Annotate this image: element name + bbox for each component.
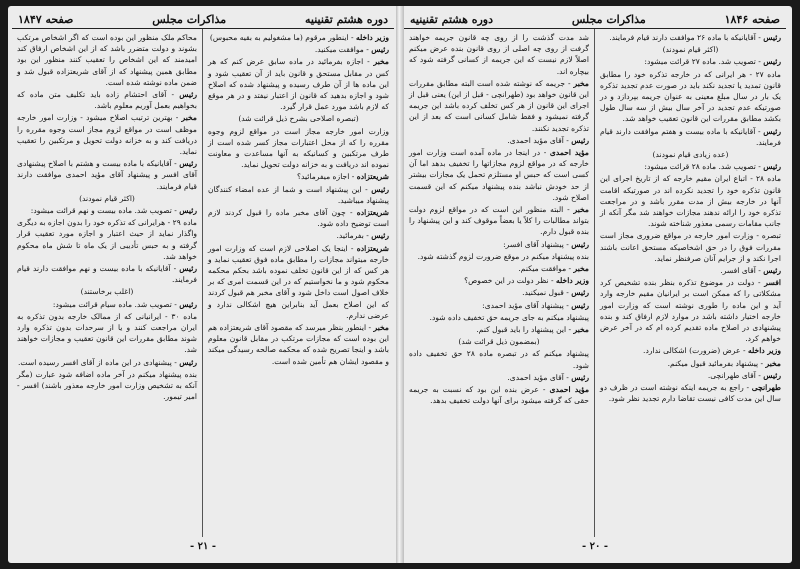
- paragraph-text: پیشنهاد میکنم که در تبصره ماده ۲۸ حق تخفیف داده شود.: [409, 349, 589, 370]
- paragraph-text: - بهترین ترتیب اصلاح میشود - وزارت امور خارجه موظف است در مواقع لزوم مجاز است وجوه مقرره را دریافت کند و به خزانه دولت تحویل و مرتکبین را تعقیب نماید.: [17, 113, 197, 157]
- paragraph-text: - این پیشنهاد است و شما از عده امضاء کنندگان پیشنهاد میباشید.: [208, 184, 389, 205]
- paragraph: [409, 78, 589, 134]
- paragraph: [17, 89, 197, 111]
- paragraph: [409, 239, 589, 250]
- paragraph-text: - اینجا یک اصلاحی لازم است که وزارت امور خارجه میتواند مجازات را مطابق ماده فوق تعقیب نماید و هر کس که از این قانون تخلف نموده باشد بحکم محکمه محکوم شود و ما نخواستیم که در این قسمت امری که بر خلاف اصول است داخل شود و آقای مخبر هم قبول کردند که این اصلاح بعمل آید بنابراین هیچ اشکالی ندارد و عرضی ندارم.: [208, 243, 389, 320]
- paragraph: [600, 44, 781, 55]
- left-page-columns: [12, 29, 394, 537]
- speaker-name: شریعتزاده: [356, 243, 389, 253]
- paragraph-text: - اجازه میفرمائید؟: [296, 172, 357, 182]
- right-page-title: مذاکرات مجلس: [571, 12, 646, 26]
- paragraph: [409, 324, 589, 335]
- speaker-name: رئیس: [179, 299, 197, 309]
- speaker-name: مخبر: [573, 205, 589, 215]
- speaker-name: رئیس: [179, 264, 197, 274]
- paragraph: [409, 287, 589, 298]
- paragraph: [409, 204, 589, 238]
- paragraph: [600, 69, 781, 125]
- paragraph-text: - این پیشنهاد را باید قبول کنم.: [476, 325, 574, 335]
- paragraph: [409, 275, 589, 286]
- paragraph-text: وزارت امور خارجه مجاز است در مواقع لزوم وجوه مقرره را که از محل اعتبارات مجاز کسر شده است از طرف مرتکبین و کسانیکه به آنها مساعدت و معاونت نموده اند دریافت و به خزانه دولت تحویل نماید.: [208, 126, 389, 170]
- speaker-name: شریعتزاده: [356, 208, 389, 218]
- left-page-header: [12, 10, 394, 29]
- paragraph-text: - تصویب شد. ماده ۲۸ قرائت میشود:: [644, 162, 764, 172]
- speaker-name: مخبر: [573, 78, 589, 88]
- speaker-name: طهرانچی: [751, 383, 781, 393]
- speaker-name: رئیس: [179, 206, 197, 216]
- right-page: [404, 10, 786, 558]
- paragraph: [409, 147, 589, 203]
- left-page-number: صفحه ۱۸۴۷: [18, 12, 74, 26]
- paragraph-text: پیشنهاد میکنم به جای جریمه حق تخفیف داده شود.: [429, 312, 589, 322]
- paragraph: [208, 126, 389, 171]
- right-page-footer: - ۲۰ -: [581, 540, 609, 552]
- speaker-name: مخبر: [765, 358, 781, 368]
- speaker-name: رئیس: [371, 231, 389, 241]
- paragraph: [17, 369, 197, 403]
- left-page-footer: - ۲۱ -: [189, 540, 217, 552]
- paragraph-text: - قبول نمیکنید.: [522, 288, 572, 298]
- paragraph-text: - موافقت میکنم.: [518, 264, 574, 274]
- paragraph: [17, 193, 197, 204]
- speaker-name: مخبر: [573, 325, 589, 335]
- paragraph: [409, 32, 589, 77]
- left-page: [12, 10, 394, 558]
- paragraph: [600, 277, 781, 344]
- paragraph: [17, 299, 197, 310]
- speaker-name: مخبر: [573, 264, 589, 274]
- paragraph-text: - تصویب شد. ماده ۲۷ قرائت میشود:: [644, 57, 764, 67]
- paragraph: [409, 135, 589, 146]
- paragraph-text: - بفرمائید.: [336, 231, 372, 241]
- paragraph: [17, 286, 197, 297]
- paragraph-text: - آقایانیکه با ماده ۲۶ موافقت دارند قیام فرمایند.: [609, 33, 764, 42]
- paragraph-text: - نظر دولت در این خصوص؟: [464, 276, 556, 286]
- paragraph: [409, 348, 589, 370]
- right-page-number: صفحه ۱۸۴۶: [724, 12, 780, 26]
- paragraph: [600, 161, 781, 172]
- paragraph: [208, 113, 389, 124]
- paragraph: [409, 372, 589, 383]
- right-page-column-left: [404, 29, 595, 537]
- speaker-name: وزیر داخله: [355, 33, 389, 42]
- paragraph-text: - عرض (ضرورت) اشکالی ندارد.: [643, 346, 748, 356]
- paragraph: [17, 263, 197, 285]
- paragraph-text: - پیشنهاد آقای افسر:: [503, 239, 572, 249]
- paragraph-text: محاکم ملک منظور این بوده است که اگر اشخاص مرتکب بشوند و دولت متضرر باشد که از این اشخاص ارفاق کند امیدمند که این اشخاص را تعقیب کنند منظور این بود مطابق همین پیشنهاد که از آقای شریعتزاده قبول شد و ضمن ماده نوشته شده است.: [17, 33, 197, 87]
- paragraph-text: ماده ۳۰ - ایرانیانی که از ممالک خارجه بدون تذکره به ایران مراجعت کنند و یا از سرحدات بدون تذکره وارد شوند مطابق مقررات این قانون تعقیب و مجازات خواهند شد.: [17, 311, 198, 355]
- paragraph-text: ماده ۲۸ - اتباع ایران مقیم خارجه که از تاریخ اجرای این قانون تذکره خود را تجدید نکرده اند در صورتیکه اقامت آنها در خارجه بیش از مدت مقرر باشد و در مراجعت تذکره خود را ارائه ندهند مجازات خواهند شد مگر آنکه از جانب مقامات رسمی معذور شناخته شوند.: [600, 174, 782, 229]
- paragraph: [208, 56, 389, 112]
- paragraph: [208, 243, 389, 321]
- paragraph-text: - اینطور بنظر میرسد که مقصود آقای شریعتزاده هم این بوده است که مجازات مرتکب در مقابل قانون معلوم باشد و اینجا تصریح شده که محکمه صالحه رسیدگی میکند و مقصود ایشان هم تأمین شده است.: [208, 323, 389, 366]
- paragraph-text: (عده زیادی قیام نمودند): [652, 150, 729, 160]
- paragraph-text: - آقای طهرانچی.: [707, 370, 764, 380]
- paragraph-text: - البته منظور این است که در مواقع لزوم دولت بتواند مطالبات را کلاً یا بعضاً موقوف کند و این پیشنهاد را بنده قبول دارم.: [409, 205, 589, 237]
- speaker-name: مخبر: [373, 57, 389, 67]
- paragraph: [409, 300, 589, 311]
- left-page-column-left: [12, 29, 203, 537]
- paragraph: [17, 158, 197, 192]
- paragraph: [600, 345, 781, 356]
- speaker-name: وزیر داخله: [555, 276, 589, 286]
- paragraph: [600, 32, 781, 43]
- speaker-name: رئیس: [763, 126, 781, 136]
- speaker-name: رئیس: [571, 372, 589, 382]
- paragraph: [600, 358, 781, 369]
- paragraph: [600, 56, 781, 67]
- speaker-name: رئیس: [571, 300, 589, 310]
- paragraph-text: - آقای مؤید احمدی.: [507, 135, 572, 145]
- paragraph: [208, 44, 389, 55]
- speaker-name: مؤید احمدی: [549, 148, 589, 158]
- paragraph: [208, 322, 389, 367]
- paragraph: [600, 230, 781, 264]
- paragraph: [600, 370, 781, 381]
- paragraph-text: - آقای افسر.: [720, 266, 764, 276]
- paragraph-text: - پیشنهاد آقای مؤید احمدی:: [482, 300, 572, 310]
- right-page-period: دوره هشتم تقنینیه: [410, 12, 493, 26]
- paragraph-text: ماده ۲۹ - هرایرانی که تذکره خود را بدون اجازه به دیگری واگذار نماید از حیث اعتبار و اجازه مورد تعقیب قرار گرفته و به حبس تأدیبی از یک ماه تا شش ماه محکوم خواهد شد.: [17, 218, 197, 261]
- paragraph-text: - آقایانیکه با ماده بیست و هفتم موافقت دارند قیام فرمایند.: [600, 126, 781, 147]
- paragraph-text: - در اینجا در ماده آمده است وزارت امور خارجه که در مواقع لزوم مجازاتها را تخفیف بدهد اما آن کسی است که حبس او مستلزم تحمل یک مجازات بیشتر از حد خودش نباشد بنده پیشنهاد میکنم که این قسمت اصلاح شود.: [409, 148, 589, 202]
- book-spread: [8, 6, 792, 563]
- paragraph: [208, 171, 389, 182]
- paragraph-text: - جریمه که نوشته شده است البته مطابق مقررات این قانون خواهد بود (طهرانچی - قبل از این) یعنی قبل از اجرای این قانون از هر کس تخلف کرده باشد این جریمه گرفته نمیشود و فقط شامل کسانی است که بعد از این تذکره تجدید نکنند.: [409, 78, 589, 133]
- paragraph-text: (بمضمون ذیل قرائت شد): [458, 337, 540, 347]
- right-page-column-right: [595, 29, 786, 537]
- paragraph-text: - عرض بنده این بود که نسبت به جریمه حقی که گرفته میشود برای آنها دولت تخفیف بدهد.: [409, 385, 589, 406]
- paragraph-text: (اکثر قیام نمودند): [79, 193, 135, 203]
- paragraph-text: - تصویب شد. ماده سیام قرائت میشود:: [52, 299, 180, 309]
- paragraph-text: بنده پیشنهاد میکنم در آخر ماده اضافه شود عبارت (مگر آنکه به تشخیص وزارت امور خارجه معذور باشند) افسر - امیر تیمور.: [17, 369, 197, 402]
- speaker-name: رئیس: [571, 135, 589, 145]
- speaker-name: رئیس: [179, 159, 197, 169]
- speaker-name: شریعتزاده: [356, 172, 389, 182]
- right-page-header: [404, 10, 786, 29]
- paragraph-text: - اجازه بفرمائید در ماده سابق عرض کنم که هر کس در مقابل مستحق و قانون باید از آن تعقیب شود و این ماده ها از آن طرف رسیده و پیشنهاد شده که اصلاح شود و اجازه بدهید که قانون از اعتبار نیفتد و در هر موقع که لازم باشد مورد عمل قرار گیرد.: [208, 57, 389, 112]
- paragraph-text: - آقایانیکه با ماده بیست و هشتم با اصلاح پیشنهادی آقای افسر و پیشنهاد آقای مؤید احمدی موافقت دارند قیام فرمایند.: [17, 159, 197, 191]
- paragraph-text: - آقای احتشام زاده باید تکلیف متن ماده که بخواهیم بعمل آوریم معلوم باشد.: [17, 90, 197, 111]
- paragraph-text: - آقای مؤید احمدی.: [507, 372, 572, 382]
- speaker-name: افسر: [764, 278, 781, 288]
- paragraph: [208, 184, 389, 206]
- speaker-name: رئیس: [763, 370, 781, 380]
- paragraph-text: - آقایانیکه با ماده بیست و نهم موافقت دارند قیام فرمایند.: [17, 264, 197, 285]
- paragraph-text: تبصره - وزارت امور خارجه در مواقع ضروری مجاز است مقررات فوق را در حق اشخاصیکه مستحق اعانت باشند اجرا نکند و از جرایم آنان صرفنظر نماید.: [600, 231, 781, 263]
- paragraph: [600, 173, 781, 229]
- paragraph-text: (تبصره اصلاحی بشرح ذیل قرائت شد): [238, 114, 359, 124]
- speaker-name: رئیس: [179, 90, 197, 100]
- paragraph: [208, 32, 389, 43]
- paragraph-text: - اینطور مرقوم (ما مشغولیم به بقیه محبوس): [209, 33, 356, 42]
- right-page-columns: [404, 29, 786, 537]
- paragraph: [17, 217, 197, 262]
- speaker-name: مخبر: [373, 323, 389, 333]
- paragraph: [208, 230, 389, 241]
- paragraph-text: - تصویب شد. ماده بیست و نهم قرائت میشود:: [30, 206, 180, 216]
- paragraph-text: - چون آقای مخبر ماده را قبول کردند لازم است توضیح داده شود.: [208, 208, 389, 229]
- speaker-name: رئیس: [179, 357, 197, 367]
- speaker-name: رئیس: [763, 266, 781, 276]
- left-page-title: مذاکرات مجلس: [152, 12, 227, 26]
- speaker-name: مؤید احمدی: [549, 385, 590, 395]
- paragraph-text: بنده پیشنهاد میکنم در موقع ضرورت لزوم گذشته شود.: [417, 251, 589, 261]
- paragraph: [17, 311, 197, 356]
- left-page-period: دوره هشتم تقنینیه: [305, 12, 388, 26]
- paragraph-text: - دولت در موضوع تذکره بنظر بنده تشخیص کرد مشکلاتی را که ممکن است بر ایرانیان مقیم خارجه وارد آید و این ماده را طوری نوشته است که وزارت امور خارجه اختیار داشته باشد در موارد لازم ارفاق کند و بنده پیشنهادی در اصلاح ماده تقدیم کرده ام که در آخر عرض خواهم کرد.: [600, 278, 781, 344]
- paragraph-text: شد مدت گذشت را از روی چه قانون جریمه خواهند گرفت از روی چه اصلی از روی قانون بنده عرض میکنم اصلاً لازم نیست که این جریمه از کسانی گرفته شود که بیچاره اند.: [409, 33, 589, 76]
- paragraph: [17, 357, 197, 368]
- paragraph: [17, 32, 197, 88]
- speaker-name: رئیس: [763, 57, 781, 67]
- paragraph: [409, 336, 589, 347]
- paragraph-text: - راجع به جریمه اینکه نوشته است در ظرف دو سال این مدت کافی نیست تقاضا دارم تجدید نظر شود.: [600, 383, 781, 404]
- paragraph: [409, 251, 589, 262]
- paragraph: [17, 112, 197, 157]
- paragraph: [600, 149, 781, 160]
- paragraph-text: (اکثر قیام نمودند): [662, 45, 719, 55]
- paragraph: [600, 265, 781, 276]
- left-page-column-right: [203, 29, 394, 537]
- speaker-name: رئیس: [571, 239, 589, 249]
- book-gutter: [396, 6, 404, 563]
- speaker-name: رئیس: [371, 45, 389, 55]
- speaker-name: رئیس: [371, 184, 389, 194]
- paragraph-text: - پیشنهاد بفرمائید قبول میکنم.: [667, 358, 766, 368]
- paragraph: [600, 126, 781, 148]
- speaker-name: وزیر داخله: [747, 346, 781, 356]
- paragraph-text: - موافقت میکنید.: [314, 45, 372, 55]
- paragraph-text: - پیشنهادی در این ماده از آقای افسر رسیده است.: [18, 357, 180, 367]
- speaker-name: رئیس: [763, 162, 781, 172]
- paragraph-text: ماده ۲۷ - هر ایرانی که در خارجه تذکره خود را مطابق قانون تمدید یا تجدید نکند باید در صورت عدم تجدید تذکره یک بار در سال مبلغ معینی به عنوان جریمه بپردازد و در صورتیکه عدم تجدید در آخر سال بیش از سه سال طول بکشد مطابق مقررات این قانون تعقیب خواهد شد.: [600, 69, 782, 124]
- speaker-name: رئیس: [763, 33, 781, 42]
- paragraph: [409, 384, 589, 406]
- paragraph: [409, 263, 589, 274]
- paragraph-text: (اغلب برخاستند): [80, 287, 134, 297]
- speaker-name: مخبر: [181, 113, 197, 123]
- paragraph: [600, 382, 781, 404]
- paragraph: [409, 312, 589, 323]
- paragraph: [208, 207, 389, 229]
- paragraph: [17, 205, 197, 216]
- speaker-name: رئیس: [571, 288, 589, 298]
